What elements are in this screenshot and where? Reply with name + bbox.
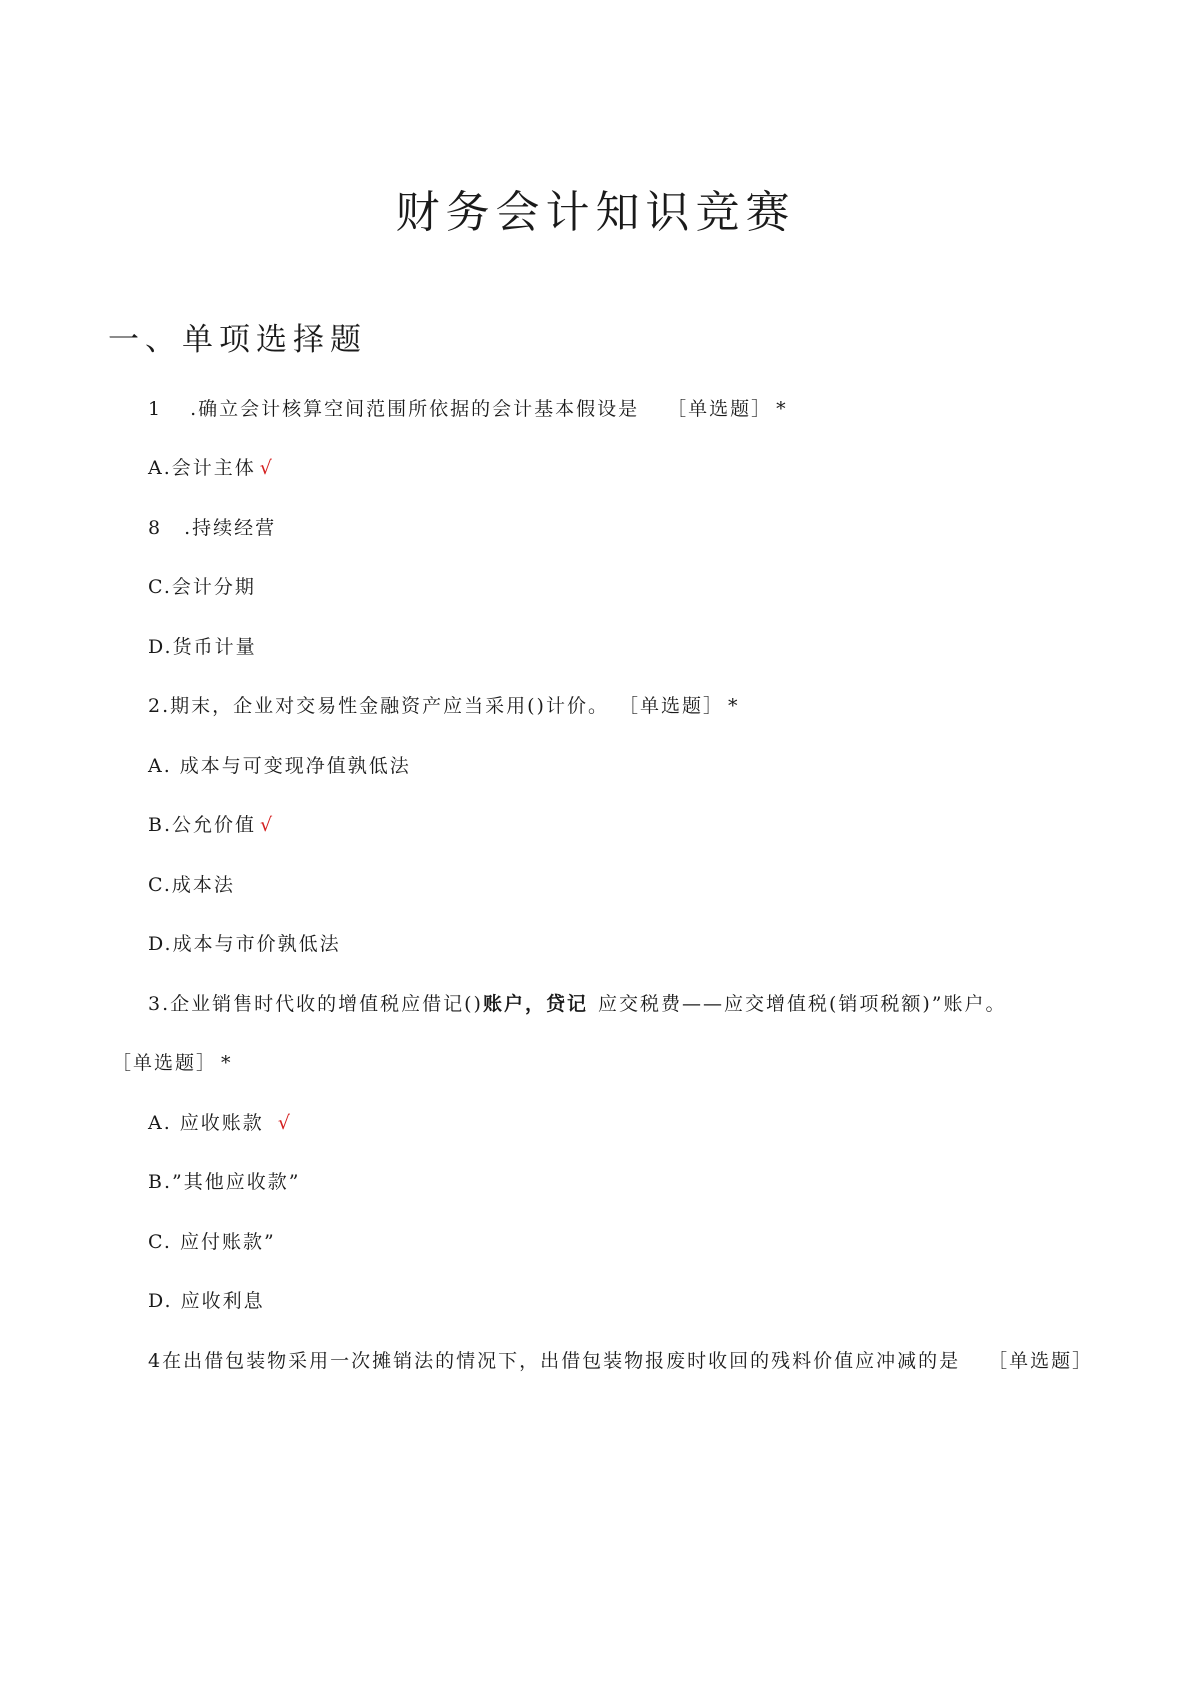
question-2-option-b[interactable] [148, 811, 274, 839]
question-2-option-a[interactable] [148, 752, 411, 780]
option-label: D.成本与市价孰低法 [148, 933, 341, 955]
question-4-type-tag: ［单选题］ [988, 1350, 1094, 1372]
question-1-type-tag: ［单选题］ [667, 398, 773, 420]
required-star: * [776, 398, 788, 420]
option-label: .持续经营 [184, 517, 277, 539]
question-1-option-c[interactable] [148, 573, 256, 601]
question-1-text: .确立会计核算空间范围所依据的会计基本假设是 [190, 398, 640, 420]
question-3-option-a[interactable] [148, 1109, 292, 1137]
option-label: D. 应收利息 [148, 1290, 265, 1312]
question-1-number: 1 [148, 398, 163, 420]
option-label: A. 成本与可变现净值孰低法 [148, 755, 411, 777]
required-star: * [221, 1052, 233, 1074]
required-star: * [727, 695, 740, 717]
question-3 [148, 990, 1007, 1018]
option-label: C.成本法 [148, 874, 235, 896]
question-2-type-tag: ［单选题］ [618, 695, 724, 717]
document-title: 财务会计知识竞赛 [395, 187, 796, 238]
question-2-option-d[interactable] [148, 930, 341, 958]
option-label: B.”其他应收款” [148, 1171, 301, 1193]
question-3-text-bold: 账户，贷记 [482, 993, 588, 1015]
question-3-option-d[interactable] [148, 1287, 265, 1315]
correct-check-icon: √ [259, 457, 274, 479]
section-heading: 一、单项选择题 [108, 322, 367, 358]
option-label: D.货币计量 [148, 636, 257, 658]
option-label: C. 应付账款” [148, 1231, 276, 1253]
question-1-option-b[interactable] [148, 514, 276, 542]
question-4-text: 4在出借包装物采用一次摊销法的情况下，出借包装物报废时收回的残料价值应冲减的是 [148, 1350, 961, 1372]
question-3-option-c[interactable] [148, 1228, 276, 1256]
option-label: B.公允价值 [148, 814, 257, 836]
question-2 [148, 692, 739, 720]
question-1-option-d[interactable] [148, 633, 257, 661]
option-label: C.会计分期 [148, 576, 256, 598]
question-2-text: 2.期末，企业对交易性金融资产应当采用()计价。 [148, 695, 609, 717]
question-1-option-a[interactable] [148, 454, 274, 482]
option-label: A.会计主体 [148, 457, 256, 479]
question-3-text: 3.企业销售时代收的增值税应借记() [148, 993, 483, 1015]
question-1 [148, 395, 788, 423]
option-number: 8 [148, 517, 163, 539]
question-3-tag-line [112, 1049, 233, 1077]
option-label: A. 应收账款 [148, 1112, 264, 1134]
question-2-option-c[interactable] [148, 871, 235, 899]
correct-check-icon: √ [277, 1112, 292, 1134]
question-4 [148, 1347, 1093, 1375]
question-3-text-tail: 应交税费——应交增值税(销项税额)”账户。 [597, 993, 1007, 1015]
question-3-option-b[interactable] [148, 1168, 300, 1196]
correct-check-icon: √ [260, 814, 275, 836]
question-3-type-tag: ［单选题］ [112, 1052, 218, 1074]
